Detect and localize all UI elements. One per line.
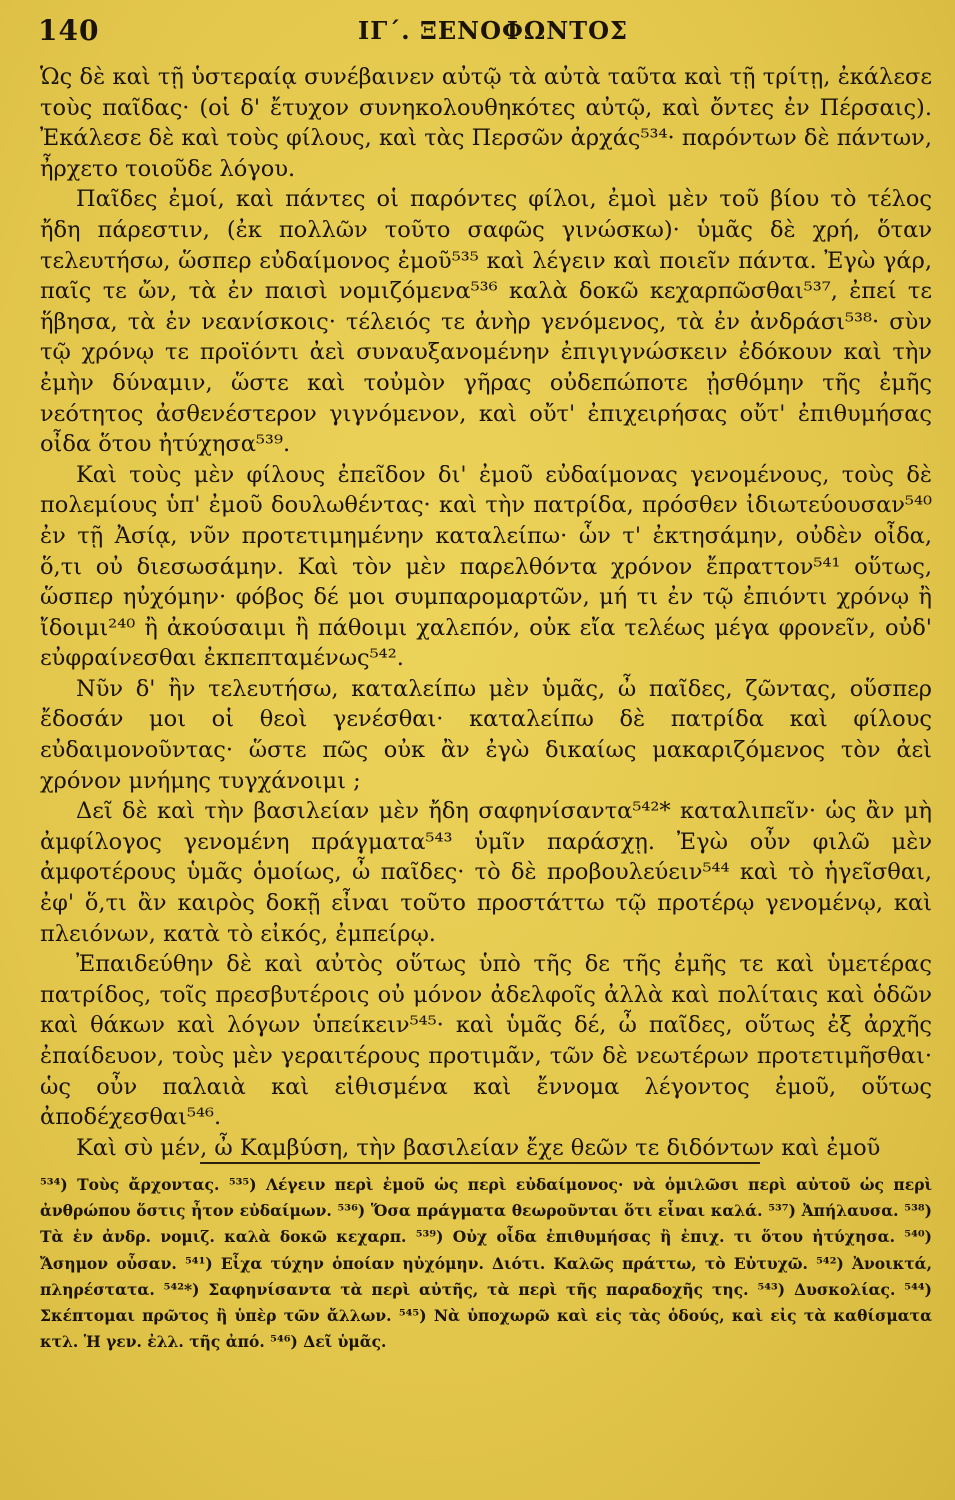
paragraph-7: Καὶ σὺ μέν, ὦ Καμβύση, τὴν βασιλείαν ἔχε θεῶν τε διδόντων καὶ ἐμοῦ — [76, 1134, 881, 1161]
paragraph-3: Καὶ τοὺς μὲν φίλους ἐπεῖδον δι' ἐμοῦ εὐδαίμονας γενομένους, τοὺς δὲ πολεμίους ὑπ' ἐμοῦ δουλωθέντας· καὶ τὴν πατρίδα, πρόσθεν ἰδιωτεύουσαν⁵⁴⁰ ἐν τῇ Ἀσίᾳ, νῦν προτετιμημένην καταλείπω· ὧν τ' ἐκτησάμην, οὐδὲν οἶδα, ὅ,τι οὐ διεσωσάμην. Καὶ τὸν μὲν παρελθόντα χρόνον ἔπραττον⁵⁴¹ οὕτως, ὥσπερ ηὐχόμην· φόβος δέ μοι συμπαρομαρτῶν, μή τι ἐν τῷ ἐπιόντι χρόνῳ ἢ ἴδοιμι²⁴⁰ ἢ ἀκούσαιμι ἢ πάθοιμι χαλεπόν, οὐκ εἴα τελέως μέγα φρονεῖν, οὐδ' εὐφραίνεσθαι ἐκπεπταμένως⁵⁴². — [40, 461, 932, 672]
paragraph-1: Ὡς δὲ καὶ τῇ ὑστεραίᾳ συνέβαινεν αὐτῷ τὰ αὐτὰ ταῦτα καὶ τῇ τρίτῃ, ἐκάλεσε τοὺς παῖδας· (οἱ δ' ἔτυχον συνηκολουθηκότες αὐτῷ, καὶ ὄντες ἐν Πέρσαις). Ἐκάλεσε δὲ καὶ τοὺς φίλους, καὶ τὰς Περσῶν ἀρχάς⁵³⁴· παρόντων δὲ πάντων, ἦρχετο τοιοῦδε λόγου. — [40, 64, 932, 182]
footnotes — [40, 1172, 932, 1355]
paragraph-5: Δεῖ δὲ καὶ τὴν βασιλείαν μὲν ἤδη σαφηνίσαντα⁵⁴²* καταλιπεῖν· ὡς ἂν μὴ ἀμφίλογος γενομένη πράγματα⁵⁴³ ὑμῖν παράσχῃ. Ἐγὼ οὖν φιλῶ μὲν ἀμφοτέρους ὑμᾶς ὁμοίως, ὦ παῖδες· τὸ δὲ προβουλεύειν⁵⁴⁴ καὶ τὸ ἡγεῖσθαι, ἐφ' ὅ,τι ἂν καιρὸς δοκῇ εἶναι τοῦτο προστάττω τῷ προτέρῳ γενομένῳ, καὶ πλειόνων, κατὰ τὸ εἰκός, ἐμπείρῳ. — [40, 798, 932, 947]
running-head: ΙΓ΄. ΞΕΝΟΦΩΝΤΟΣ — [358, 16, 628, 45]
footnote-text: ⁵³⁴) Τοὺς ἄρχοντας. ⁵³⁵) Λέγειν περὶ ἐμοῦ ὡς περὶ εὐδαίμονος· νὰ ὁμιλῶσι περὶ αὐτοῦ ὡς περὶ ἀνθρώπου ὅστις ἦτον εὐδαίμων. ⁵³⁶) Ὅσα πράγματα θεωροῦνται ὅτι εἶναι καλά. ⁵³⁷) Ἀπήλαυσα. ⁵³⁸) Τὰ ἐν ἀνδρ. νομιζ. καλὰ δοκῶ κεχαρπ. ⁵³⁹) Οὐχ οἶδα ἐπιθυμήσας ἢ ἐπιχ. τι ὅτου ἠτύχησα. ⁵⁴⁰) Ἄσημον οὖσαν. ⁵⁴¹) Εἶχα τύχην ὁποίαν ηὐχόμην. Διότι. Καλῶς πράττω, τὸ Εὐτυχῶ. ⁵⁴²) Ἀνοικτά, πληρέστατα. ⁵⁴²*) Σαφηνίσαντα τὰ περὶ αὐτῆς, τὰ περὶ τῆς παραδοχῆς της. ⁵⁴³) Δυσκολίας. ⁵⁴⁴) Σκέπτομαι πρῶτος ἢ ὑπὲρ τῶν ἄλλων. ⁵⁴⁵) Νὰ ὑποχωρῶ καὶ εἰς τὰς ὁδούς, καὶ εἰς τὰ καθίσματα κτλ. Ἡ γεν. ἐλλ. τῆς ἀπό. ⁵⁴⁶) Δεῖ ὑμᾶς. — [40, 1175, 932, 1352]
page-number: 140 — [38, 14, 100, 47]
paragraph-2: Παῖδες ἐμοί, καὶ πάντες οἱ παρόντες φίλοι, ἐμοὶ μὲν τοῦ βίου τὸ τέλος ἤδη πάρεστιν, (ἐκ πολλῶν τοῦτο σαφῶς γινώσκω)· ὑμᾶς δὲ χρή, ὅταν τελευτήσω, ὥσπερ εὐδαίμονος ἐμοῦ⁵³⁵ καὶ λέγειν καὶ ποιεῖν πάντα. Ἐγὼ γάρ, παῖς τε ὤν, τὰ ἐν παισὶ νομιζόμενα⁵³⁶ καλὰ δοκῶ κεχαρπῶσθαι⁵³⁷, ἐπεί τε ἥβησα, τὰ ἐν νεανίσκοις· τέλειός τε ἀνὴρ γενόμενος, τὰ ἐν ἀνδράσι⁵³⁸· σὺν τῷ χρόνῳ τε προϊόντι ἀεὶ συναυξανομένην ἐπιγιγνώσκειν ἐδόκουν καὶ τὴν ἐμὴν δύναμιν, ὥστε καὶ τοὐμὸν γῆρας οὐδεπώποτε ᾐσθόμην τῆς ἐμῆς νεότητος ἀσθενέστερον γιγνόμενον, καὶ οὔτ' ἐπιχειρήσας οὔτ' ἐπιθυμήσας οἶδα ὅτου ἠτύχησα⁵³⁹. — [40, 186, 932, 458]
main-text — [40, 62, 932, 1163]
footnote-rule — [200, 1162, 760, 1164]
paragraph-6: Ἐπαιδεύθην δὲ καὶ αὐτὸς οὕτως ὑπὸ τῆς δε τῆς ἐμῆς τε καὶ ὑμετέρας πατρίδος, τοῖς πρεσβυτέροις οὐ μόνον ἀδελφοῖς ἀλλὰ καὶ πολίταις καὶ ὁδῶν καὶ θάκων καὶ λόγων ὑπείκειν⁵⁴⁵· καὶ ὑμᾶς δέ, ὦ παῖδες, οὕτως ἐξ ἀρχῆς ἐπαίδευον, τοὺς μὲν γεραιτέρους προτιμᾶν, τῶν δὲ νεωτέρων προτετιμῆσθαι· ὡς οὖν παλαιὰ καὶ εἰθισμένα καὶ ἔννομα λέγοντος ἐμοῦ, οὕτως ἀποδέχεσθαι⁵⁴⁶. — [40, 951, 932, 1131]
paragraph-4: Νῦν δ' ἢν τελευτήσω, καταλείπω μὲν ὑμᾶς, ὦ παῖδες, ζῶντας, οὕσπερ ἔδοσάν μοι οἱ θεοὶ γενέσθαι· καταλείπω δὲ πατρίδα καὶ φίλους εὐδαιμονοῦντας· ὥστε πῶς οὐκ ἂν ἐγὼ δικαίως μακαριζόμενος τὸν ἀεὶ χρόνον μνήμης τυγχάνοιμι ; — [40, 675, 932, 794]
page-header — [0, 0, 955, 56]
